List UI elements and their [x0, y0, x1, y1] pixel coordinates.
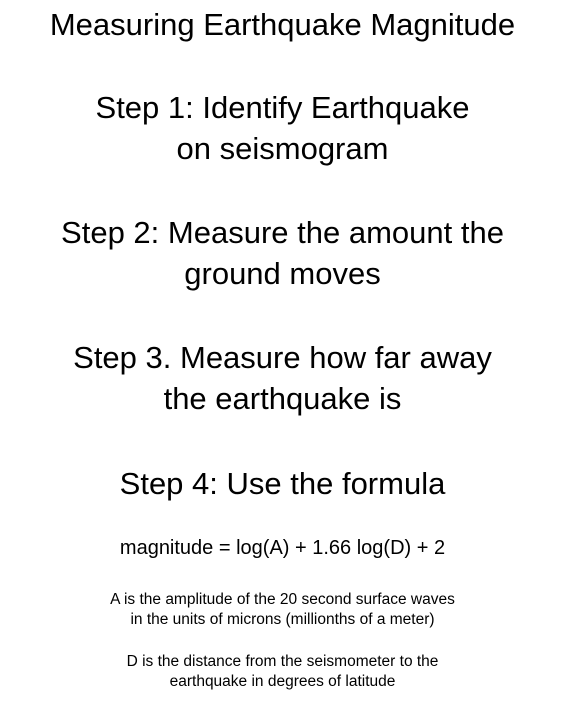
- note-distance-line-1: D is the distance from the seismometer to the: [126, 653, 439, 670]
- step-3-line-1: Step 3. Measure how far away: [73, 340, 492, 375]
- note-distance-line-2: earthquake in degrees of latitude: [169, 673, 396, 690]
- note-amplitude-line-2: in the units of microns (millionths of a meter): [130, 611, 435, 628]
- magnitude-formula: magnitude = log(A) + 1.66 log(D) + 2: [119, 537, 446, 559]
- step-3-line-2: the earthquake is: [163, 381, 402, 416]
- page-title: Measuring Earthquake Magnitude: [49, 7, 516, 42]
- step-2-line-1: Step 2: Measure the amount the: [61, 215, 504, 250]
- step-1-line-1: Step 1: Identify Earthquake: [95, 90, 470, 125]
- step-4-line-1: Step 4: Use the formula: [119, 466, 446, 501]
- step-2-line-2: ground moves: [184, 256, 381, 291]
- note-amplitude-line-1: A is the amplitude of the 20 second surface waves: [110, 591, 455, 608]
- step-1-line-2: on seismogram: [176, 131, 389, 166]
